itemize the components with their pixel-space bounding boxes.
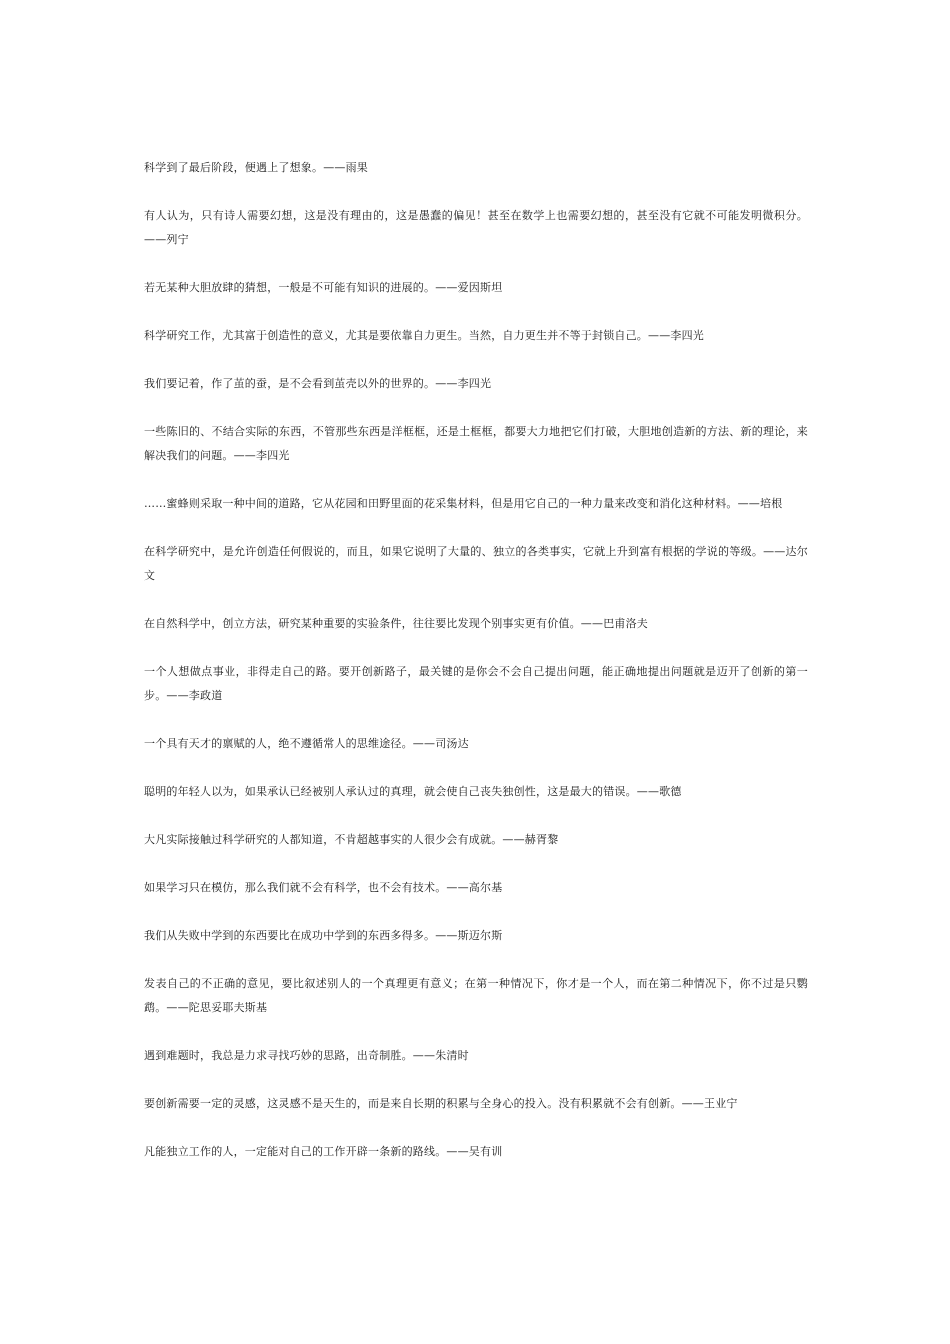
- quote-paragraph: 一些陈旧的、不结合实际的东西，不管那些东西是洋框框，还是土框框，都要大力地把它们打破，大胆地创造新的方法、新的理论，来解决我们的问题。——李四光: [144, 425, 808, 462]
- quote-paragraph: 我们要记着，作了茧的蚕，是不会看到茧壳以外的世界的。——李四光: [144, 377, 492, 390]
- quote-paragraph: 大凡实际接触过科学研究的人都知道，不肯超越事实的人很少会有成就。——赫胥黎: [144, 833, 559, 846]
- quote-paragraph: 在自然科学中，创立方法，研究某种重要的实验条件，往往要比发现个别事实更有价值。——巴甫洛夫: [144, 617, 648, 630]
- quote-paragraph: 有人认为，只有诗人需要幻想，这是没有理由的，这是愚蠢的偏见！甚至在数学上也需要幻想的，甚至没有它就不可能发明微积分。——列宁: [144, 209, 808, 246]
- quote-paragraph: 一个具有天才的禀赋的人，绝不遵循常人的思维途径。——司汤达: [144, 737, 469, 750]
- quote-paragraph: 一个人想做点事业，非得走自己的路。要开创新路子，最关键的是你会不会自己提出问题，能正确地提出问题就是迈开了创新的第一步。——李政道: [144, 665, 808, 702]
- quote-paragraph: 遇到难题时，我总是力求寻找巧妙的思路，出奇制胜。——朱清时: [144, 1049, 469, 1062]
- quote-paragraph: 我们从失败中学到的东西要比在成功中学到的东西多得多。——斯迈尔斯: [144, 929, 503, 942]
- quote-paragraph: 如果学习只在模仿，那么我们就不会有科学，也不会有技术。——高尔基: [144, 881, 503, 894]
- quote-list: [144, 156, 808, 1188]
- quote-paragraph: 科学到了最后阶段，便遇上了想象。——雨果: [144, 161, 368, 174]
- quote-paragraph: 在科学研究中，是允许创造任何假说的，而且，如果它说明了大量的、独立的各类事实，它就上升到富有根据的学说的等级。——达尔文: [144, 545, 808, 582]
- quote-paragraph: 科学研究工作，尤其富于创造性的意义，尤其是要依靠自力更生。当然，自力更生并不等于封锁自己。——李四光: [144, 329, 704, 342]
- quote-paragraph: 若无某种大胆放肆的猜想，一般是不可能有知识的进展的。——爱因斯坦: [144, 281, 503, 294]
- quote-paragraph: 凡能独立工作的人，一定能对自己的工作开辟一条新的路线。——吴有训: [144, 1145, 503, 1158]
- quote-paragraph: 聪明的年轻人以为，如果承认已经被别人承认过的真理，就会使自己丧失独创性，这是最大的错误。——歌德: [144, 785, 682, 798]
- quote-paragraph: ……蜜蜂则采取一种中间的道路，它从花园和田野里面的花采集材料，但是用它自己的一种力量来改变和消化这种材料。——培根: [144, 497, 783, 510]
- quote-paragraph: 发表自己的不正确的意见，要比叙述别人的一个真理更有意义；在第一种情况下，你才是一个人，而在第二种情况下，你不过是只鹦鹉。——陀思妥耶夫斯基: [144, 977, 808, 1014]
- quote-paragraph: 要创新需要一定的灵感，这灵感不是天生的，而是来自长期的积累与全身心的投入。没有积累就不会有创新。——王业宁: [144, 1097, 738, 1110]
